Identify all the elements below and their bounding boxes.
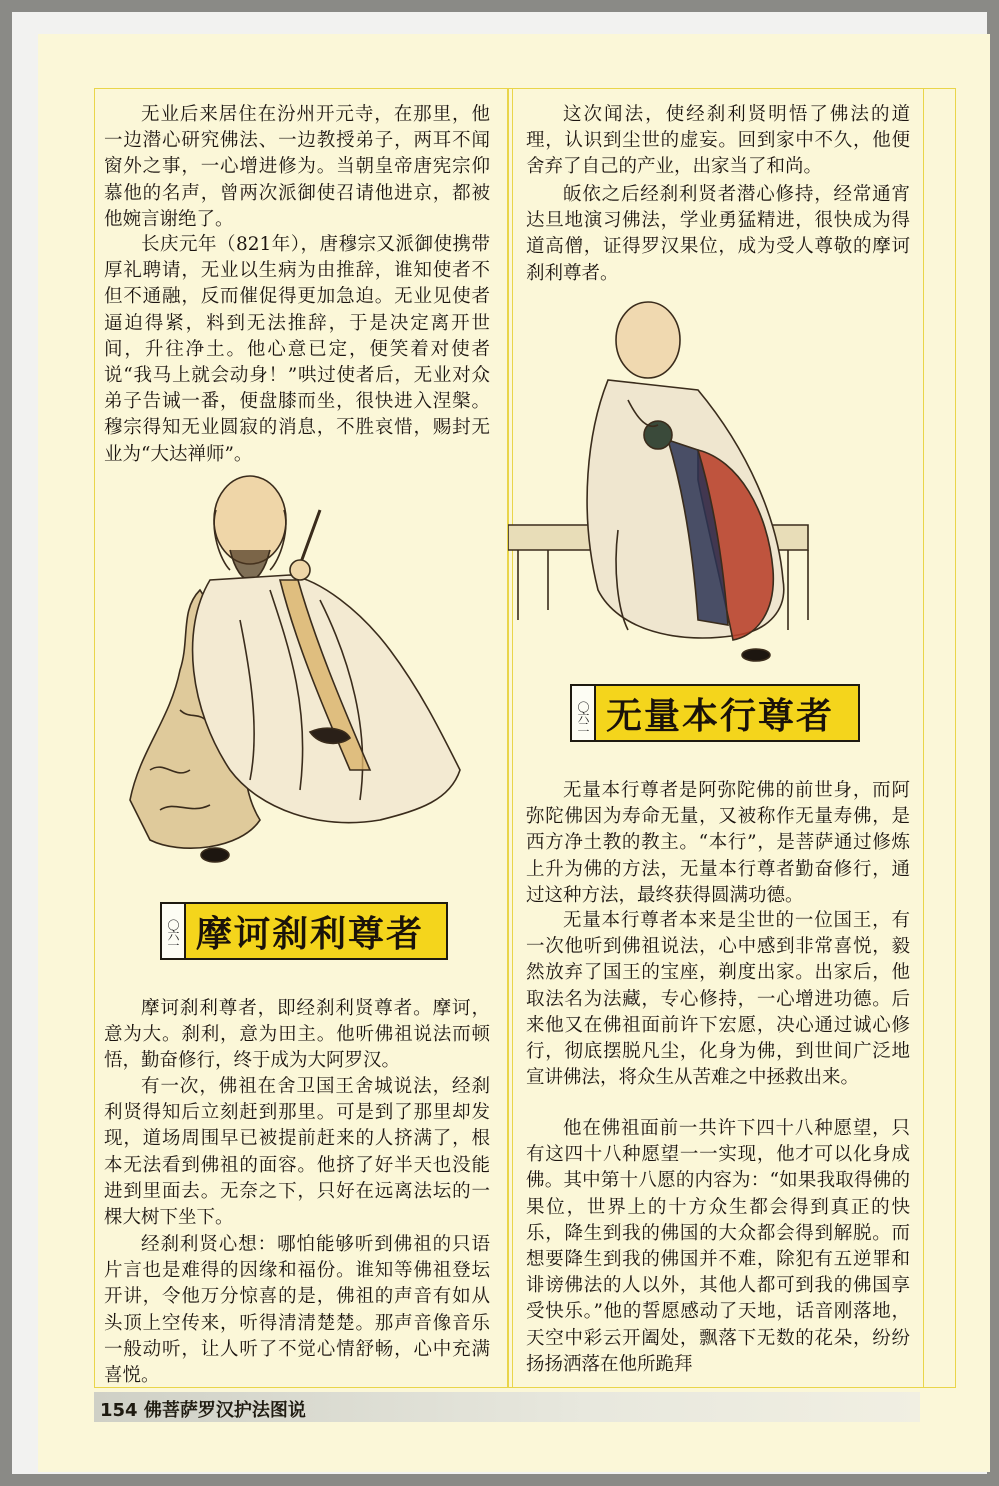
left-paragraph-3: 摩诃刹利尊者，即经刹利贤尊者。摩诃，意为大。刹利，意为田主。他听佛祖说法而顿悟，勤奋修行，终于成为大阿罗汉。 bbox=[104, 998, 490, 1072]
arhat-seated-on-rock-illustration bbox=[120, 470, 500, 870]
section-title-amitabha-past-life: 无量本行尊者 bbox=[606, 695, 835, 737]
section-title-mahakshatriya: 摩诃刹利尊者 bbox=[196, 913, 425, 955]
title-box-amitabha-past-life bbox=[594, 684, 860, 742]
right-paragraph-2: 皈依之后经刹利贤者潜心修持，经常通宵达旦地演习佛法，学业勇猛精进，很快成为得道高僧，证得罗汉果位，成为受人尊敬的摩诃刹利尊者。 bbox=[526, 184, 910, 284]
right-paragraph-3: 无量本行尊者是阿弥陀佛的前世身，而阿弥陀佛因为寿命无量，又被称作无量寿佛，是西方净土教的教主。“本行”，是菩萨通过修炼上升为佛的方法，无量本行尊者勤奋修行，通过这种方法，最终获得圆满功德。 bbox=[526, 780, 910, 906]
title-number-tag-061: 〇六一 bbox=[160, 902, 186, 960]
right-paragraph-1: 这次闻法，使经刹利贤明悟了佛法的道理，认识到尘世的虚妄。回到家中不久，他便舍弃了自己的产业，出家当了和尚。 bbox=[526, 104, 910, 178]
title-number-tag-062: 〇六二 bbox=[570, 684, 596, 742]
footer-page-label: 154 佛菩萨罗汉护法图说 bbox=[100, 1400, 306, 1421]
left-paragraph-2: 长庆元年（821年），唐穆宗又派御使携带厚礼聘请，无业以生病为由推辞，谁知使者不但不通融，反而催促得更加急迫。无业见使者逼迫得紧，料到无法推辞，于是决定离开世间，升往净土。他心意已定，便笑着对使者说“我马上就会动身！”哄过使者后，无业对众弟子告诫一番，便盘膝而坐，很快进入涅槃。穆宗得知无业圆寂的消息，不胜哀惜，赐封无业为“大达禅师”。 bbox=[104, 234, 490, 465]
column-divider-left bbox=[508, 88, 509, 1388]
title-box-mahakshatriya bbox=[184, 902, 448, 960]
right-paragraph-5: 他在佛祖面前一共许下四十八种愿望，只有这四十八种愿望一一实现，他才可以化身成佛。其中第十八愿的内容为：“如果我取得佛的果位，世界上的十方众生都会得到真正的快乐，降生到我的佛国的大众都会得到解脱。而想要降生到我的佛国并不难，除犯有五逆罪和诽谤佛法的人以外，其他人都可到我的佛国享受快乐。”他的誓愿感动了天地，话音刚落地，天空中彩云开阖处，飘落下无数的花朵，纷纷扬扬洒落在他所跪拜 bbox=[526, 1118, 910, 1375]
right-paragraph-4: 无量本行尊者本来是尘世的一位国王，有一次他听到佛祖说法，心中感到非常喜悦，毅然放弃了国王的宝座，剃度出家。出家后，他取法名为法藏，专心修持，一心增进功德。后来他又在佛祖面前许下宏愿，决心通过诚心修行，彻底摆脱凡尘，化身为佛，到世间广泛地宣讲佛法，将众生从苦难之中拯救出来。 bbox=[526, 910, 910, 1089]
monk-seated-on-bench-illustration bbox=[508, 290, 838, 670]
left-paragraph-4: 有一次，佛祖在舍卫国王舍城说法，经刹利贤得知后立刻赶到那里。可是到了那里却发现，道场周围早已被提前赶来的人挤满了，根本无法看到佛祖的面容。他挤了好半天也没能进到里面去。无奈之下，只好在远离法坛的一棵大树下坐下。 bbox=[104, 1076, 490, 1229]
left-paragraph-1: 无业后来居住在汾州开元寺，在那里，他一边潜心研究佛法、一边教授弟子，两耳不闻窗外之事，一心增进修为。当朝皇帝唐宪宗仰慕他的名声，曾两次派御使召请他进京，都被他婉言谢绝了。 bbox=[104, 104, 490, 230]
left-paragraph-5: 经刹利贤心想：哪怕能够听到佛祖的只语片言也是难得的因缘和福份。谁知等佛祖登坛开讲，令他万分惊喜的是，佛祖的声音有如从头顶上空传来，听得清清楚楚。那声音像音乐一般动听，让人听了不觉心情舒畅，心中充满喜悦。 bbox=[104, 1234, 490, 1387]
